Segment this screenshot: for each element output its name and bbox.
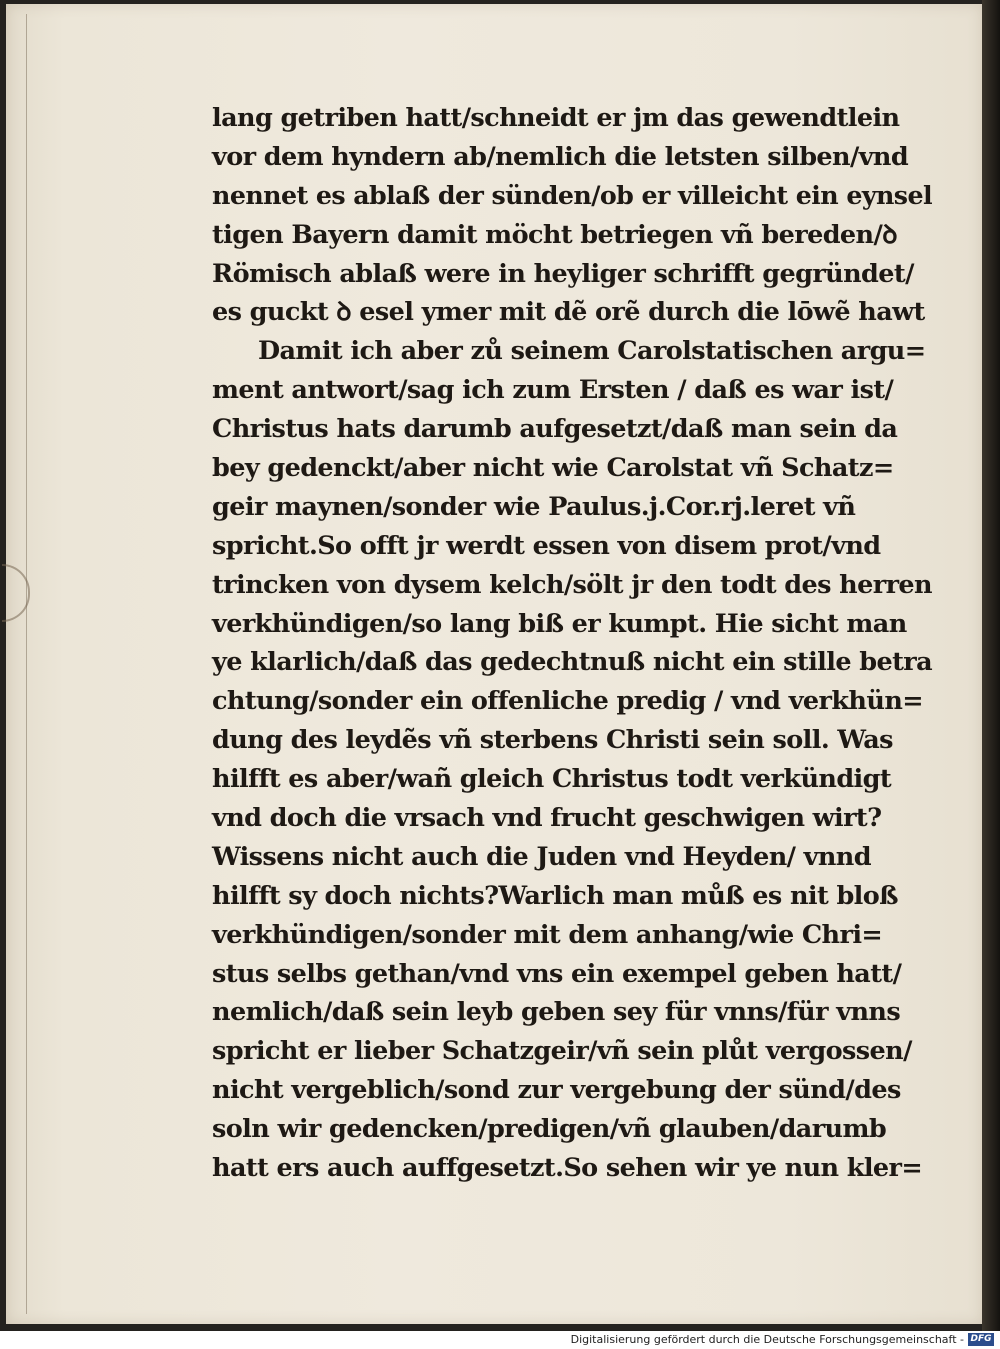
text-line: tigen Bayern damit möcht betriegen vñ bereden/ꝺ [212,219,897,250]
text-line: lang getriben hatt/schneidt er jm das gewendtlein [212,103,900,133]
text-line: vnd doch die vrsach vnd frucht geschwigen wirt? [212,803,882,834]
text-line: verkhündigen/so lang biß er kumpt. Hie sicht man [212,608,907,639]
text-line: nicht vergeblich/sond zur vergebung der sünd/des [212,1075,901,1106]
text-line: es guckt ꝺ esel ymer mit dẽ orẽ durch die lōwẽ hawt [212,297,925,328]
text-line: ye klarlich/daß das gedechtnuß nicht ein stille betra [212,647,933,678]
page-fold-line [26,14,27,1314]
dfg-credit-text: Digitalisierung gefördert durch die Deutsche Forschungsgemeinschaft - [570,1333,964,1346]
text-line: trincken von dysem kelch/sölt jr den todt des herren [212,569,932,600]
text-line: hilfft es aber/wañ gleich Christus todt verkündigt [212,764,892,795]
text-line: spricht.So offt jr werdt essen von disem prot/vnd [212,530,881,561]
dfg-logo: DFG [968,1333,994,1346]
text-line: dung des leydẽs vñ sterbens Christi sein soll. Was [212,725,893,756]
digitization-footer [0,1331,1000,1349]
text-line: hatt ers auch auffgesetzt.So sehen wir ye nun kler= [212,1153,923,1184]
text-line: nennet es ablaß der sünden/ob er villeicht ein eynsel [212,180,933,211]
text-line: spricht er lieber Schatzgeir/vñ sein plůt vergossen/ [212,1036,912,1067]
text-line: bey gedenckt/aber nicht wie Carolstat vñ Schatz= [212,453,894,484]
printed-text-block [212,99,932,1188]
text-line: Römisch ablaß were in heyliger schrifft gegründet/ [212,258,914,289]
text-line: chtung/sonder ein offenliche predig / vnd verkhün= [212,686,924,717]
scan-dark-edge [982,0,1000,1331]
text-line: Christus hats darumb aufgesetzt/daß man sein da [212,414,898,445]
text-line: nemlich/daß sein leyb geben sey für vnns/für vnns [212,997,901,1028]
text-line: verkhündigen/sonder mit dem anhang/wie Chri= [212,919,883,950]
text-line: geir maynen/sonder wie Paulus.j.Cor.rj.leret vñ [212,491,856,522]
book-page [6,4,984,1324]
text-line: Wissens nicht auch die Juden vnd Heyden/ vnnd [212,841,871,872]
text-line: stus selbs gethan/vnd vns ein exempel geben hatt/ [212,958,902,989]
text-line: Damit ich aber zů seinem Carolstatischen argu= [258,336,926,367]
text-line: ment antwort/sag ich zum Ersten / daß es war ist/ [212,375,894,406]
text-line: hilfft sy doch nichts?Warlich man můß es nit bloß [212,880,898,911]
text-line: vor dem hyndern ab/nemlich die letsten silben/vnd [212,141,909,172]
text-line: soln wir gedencken/predigen/vñ glauben/darumb [212,1114,887,1145]
